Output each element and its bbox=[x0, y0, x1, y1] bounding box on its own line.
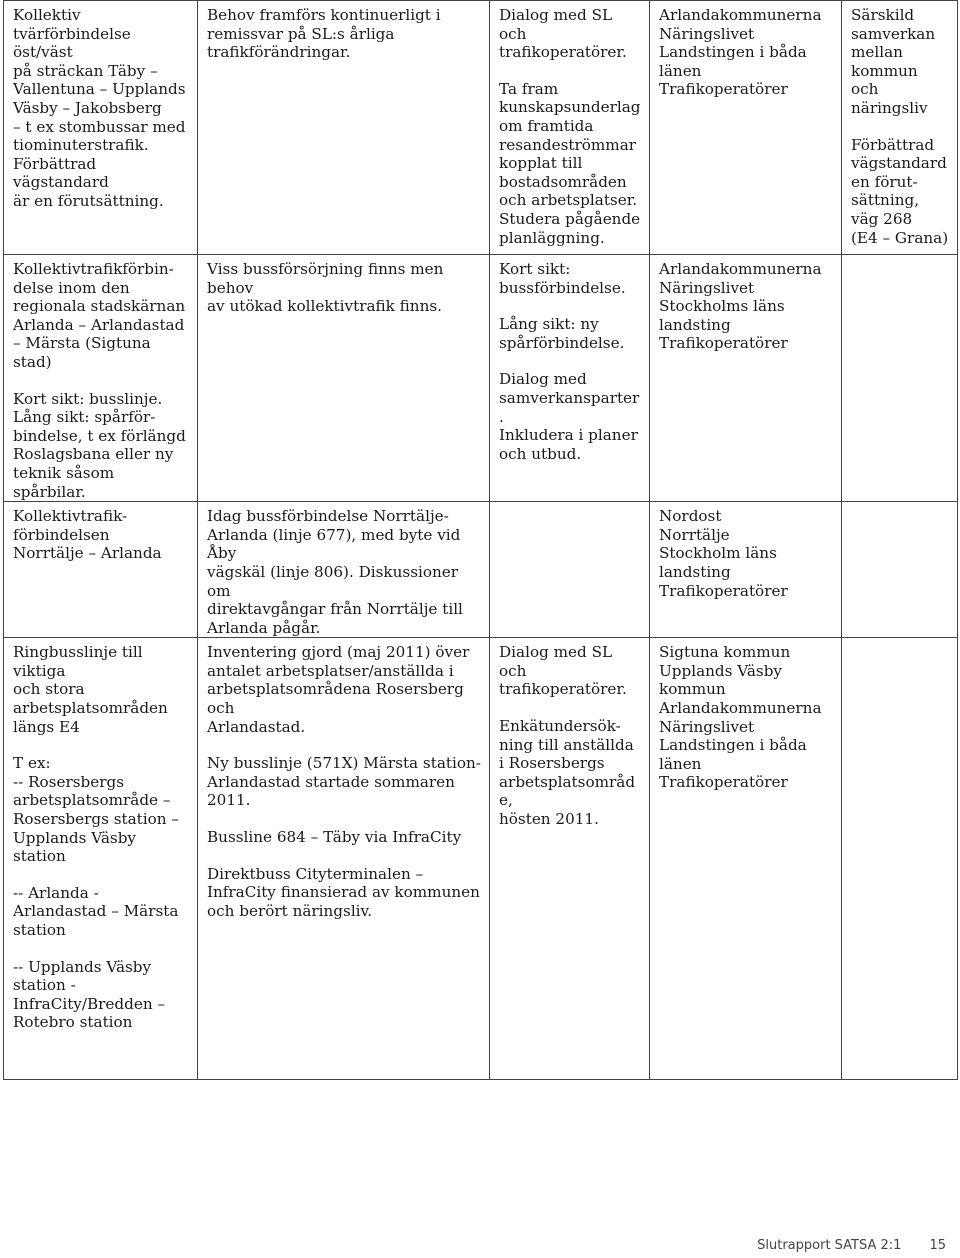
paragraph: Kort sikt: busslinje. Lång sikt: spårför- bindelse, t ex förlängd Roslagsbana eller ny teknik såsom spårbilar. bbox=[13, 389, 186, 501]
paragraph: Kort sikt: bussförbindelse. bbox=[499, 260, 626, 297]
paragraph: Arlandakommunerna Näringslivet Landstingen i båda länen Trafikoperatörer bbox=[659, 6, 822, 99]
page-footer bbox=[0, 1238, 946, 1253]
cell-comment bbox=[842, 255, 958, 502]
cell-comment bbox=[842, 638, 958, 1080]
paragraph: Direktbuss Cityterminalen – InfraCity finansierad av kommunen och berört näringsliv. bbox=[207, 864, 480, 920]
paragraph: Sigtuna kommun Upplands Väsby kommun Arlandakommunerna Näringslivet Landstingen i båda länen Trafikoperatörer bbox=[659, 643, 822, 792]
table-row bbox=[4, 502, 958, 638]
cell-responsible bbox=[650, 638, 842, 1080]
paragraph: Kollektivtrafikförbin- delse inom den regionala stadskärnan Arlanda – Arlandastad – Märsta (Sigtuna stad) bbox=[13, 260, 186, 371]
table-row bbox=[4, 1, 958, 255]
paragraph: Kollektiv tvärförbindelse öst/väst på sträckan Täby – Vallentuna – Upplands Väsby – Jakobsberg – t ex stombussar med tiominuterstrafik. Förbättrad vägstandard är en förutsättning. bbox=[13, 6, 186, 210]
paragraph: Ringbusslinje till viktiga och stora arbetsplatsområden längs E4 bbox=[13, 643, 168, 736]
cell-measure bbox=[4, 638, 198, 1080]
cell-comment bbox=[842, 502, 958, 638]
paragraph: Viss bussförsörjning finns men behov av utökad kollektivtrafik finns. bbox=[207, 260, 444, 316]
cell-comment bbox=[842, 1, 958, 255]
paragraph: Särskild samverkan mellan kommun och näringsliv bbox=[851, 6, 936, 117]
paragraph: Enkätundersök- ning till anställda i Rosersbergs arbetsplatsområde, hösten 2011. bbox=[499, 717, 636, 829]
paragraph: Dialog med SL och trafikoperatörer. bbox=[499, 6, 627, 62]
paragraph: Förbättrad vägstandard en förut- sättning, väg 268 (E4 – Grana) bbox=[851, 135, 949, 247]
measures-table bbox=[3, 0, 958, 1080]
cell-status bbox=[198, 638, 490, 1080]
cell-action bbox=[490, 1, 650, 255]
cell-status bbox=[198, 1, 490, 255]
cell-action bbox=[490, 502, 650, 638]
paragraph: Lång sikt: ny spårförbindelse. bbox=[499, 315, 625, 352]
cell-measure bbox=[4, 255, 198, 502]
paragraph: Dialog med SL och trafikoperatörer. bbox=[499, 643, 627, 699]
cell-status bbox=[198, 255, 490, 502]
cell-status bbox=[198, 502, 490, 638]
table-row bbox=[4, 638, 958, 1080]
cell-action bbox=[490, 255, 650, 502]
paragraph: Arlandakommunerna Näringslivet Stockholms läns landsting Trafikoperatörer bbox=[659, 260, 822, 353]
cell-responsible bbox=[650, 1, 842, 255]
paragraph: -- Arlanda - Arlandastad – Märsta station bbox=[13, 883, 179, 939]
paragraph: Bussline 684 – Täby via InfraCity bbox=[207, 828, 462, 847]
paragraph: Dialog med samverkansparter. Inkludera i planer och utbud. bbox=[499, 370, 640, 463]
paragraph: Kollektivtrafik- förbindelsen Norrtälje – Arlanda bbox=[13, 507, 162, 563]
paragraph: Inventering gjord (maj 2011) över antalet arbetsplatser/anställda i arbetsplatsområdena Rosersberg och Arlandastad. bbox=[207, 643, 470, 736]
cell-measure bbox=[4, 1, 198, 255]
paragraph: Idag bussförbindelse Norrtälje- Arlanda (linje 677), med byte vid Åby vägskäl (linje 806). Diskussioner om direktavgångar från Norrtälje till Arlanda pågår. bbox=[207, 507, 463, 637]
paragraph: -- Upplands Väsby station - InfraCity/Bredden – Rotebro station bbox=[13, 957, 166, 1032]
cell-responsible bbox=[650, 502, 842, 638]
paragraph: Nordost Norrtälje Stockholm läns landsting Trafikoperatörer bbox=[659, 507, 788, 600]
cell-measure bbox=[4, 502, 198, 638]
cell-responsible bbox=[650, 255, 842, 502]
paragraph: Behov framförs kontinuerligt i remissvar på SL:s årliga trafikförändringar. bbox=[207, 6, 441, 62]
paragraph: Ny busslinje (571X) Märsta station- Arlandastad startade sommaren 2011. bbox=[207, 754, 481, 810]
paragraph: Ta fram kunskapsunderlag om framtida resandeströmmar kopplat till bostadsområden och arbetsplatser. Studera pågående planläggning. bbox=[499, 79, 641, 247]
table-row bbox=[4, 255, 958, 502]
cell-action bbox=[490, 638, 650, 1080]
report-title: Slutrapport SATSA 2:1 bbox=[757, 1238, 902, 1253]
paragraph: T ex: -- Rosersbergs arbetsplatsområde – Rosersbergs station – Upplands Väsby station bbox=[13, 754, 179, 866]
page-number: 15 bbox=[929, 1238, 946, 1253]
